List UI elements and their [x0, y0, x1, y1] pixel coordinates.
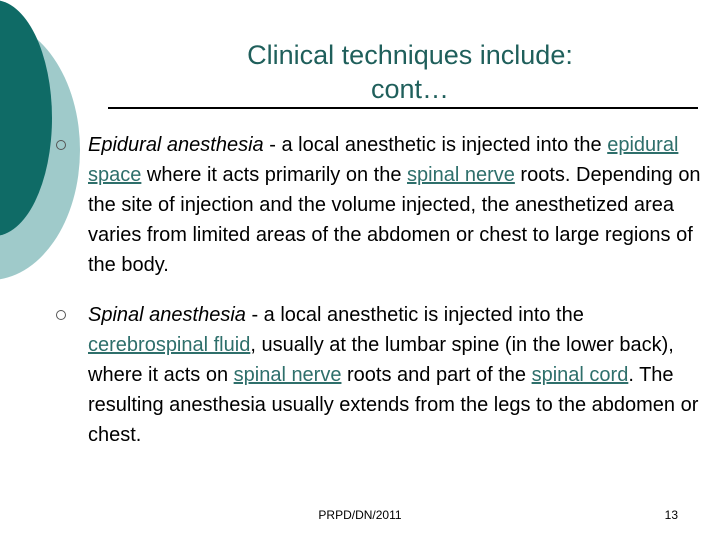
link-spinal-nerve[interactable]: spinal nerve [407, 164, 515, 186]
bullet-term: Spinal anesthesia [88, 304, 246, 326]
bullet-circle-icon [56, 310, 66, 320]
bullet-epidural [56, 130, 706, 280]
bullet-text: - a local anesthetic is injected into the [263, 134, 608, 156]
slide-title [110, 38, 710, 106]
bullet-text: roots. Depending on the site of injection and the volume injected, the anesthetized area varies from limited areas of the abdomen or chest to large regions of the body. [88, 164, 701, 276]
page-number: 13 [664, 508, 678, 522]
bullet-circle-icon [56, 140, 66, 150]
bullet-text: roots and part of the [341, 364, 532, 386]
footer-center-text: PRPD/DN/2011 [318, 508, 402, 522]
bullet-spinal [56, 300, 706, 450]
link-spinal-cord[interactable]: spinal cord [531, 364, 629, 386]
link-cerebrospinal-fluid[interactable]: cerebrospinal fluid [88, 334, 251, 356]
bullet-text: - a local anesthetic is injected into the [245, 304, 584, 326]
title-line-1: Clinical techniques include: [247, 40, 573, 70]
bullet-text: where it acts primarily on the [141, 164, 408, 186]
bullet-term: Epidural anesthesia [88, 134, 264, 156]
link-spinal-nerve[interactable]: spinal nerve [233, 364, 342, 386]
bullet-list [56, 130, 706, 450]
bullet-text: . The resulting anesthesia usually extends from the legs to the abdomen or chest. [88, 364, 699, 446]
title-line-2: cont… [370, 74, 450, 104]
bullet-text: , usually at the lumbar spine (in the lower back), where it acts on [88, 334, 674, 386]
link-epidural-space[interactable]: epidural space [88, 134, 679, 186]
title-divider [108, 107, 698, 109]
